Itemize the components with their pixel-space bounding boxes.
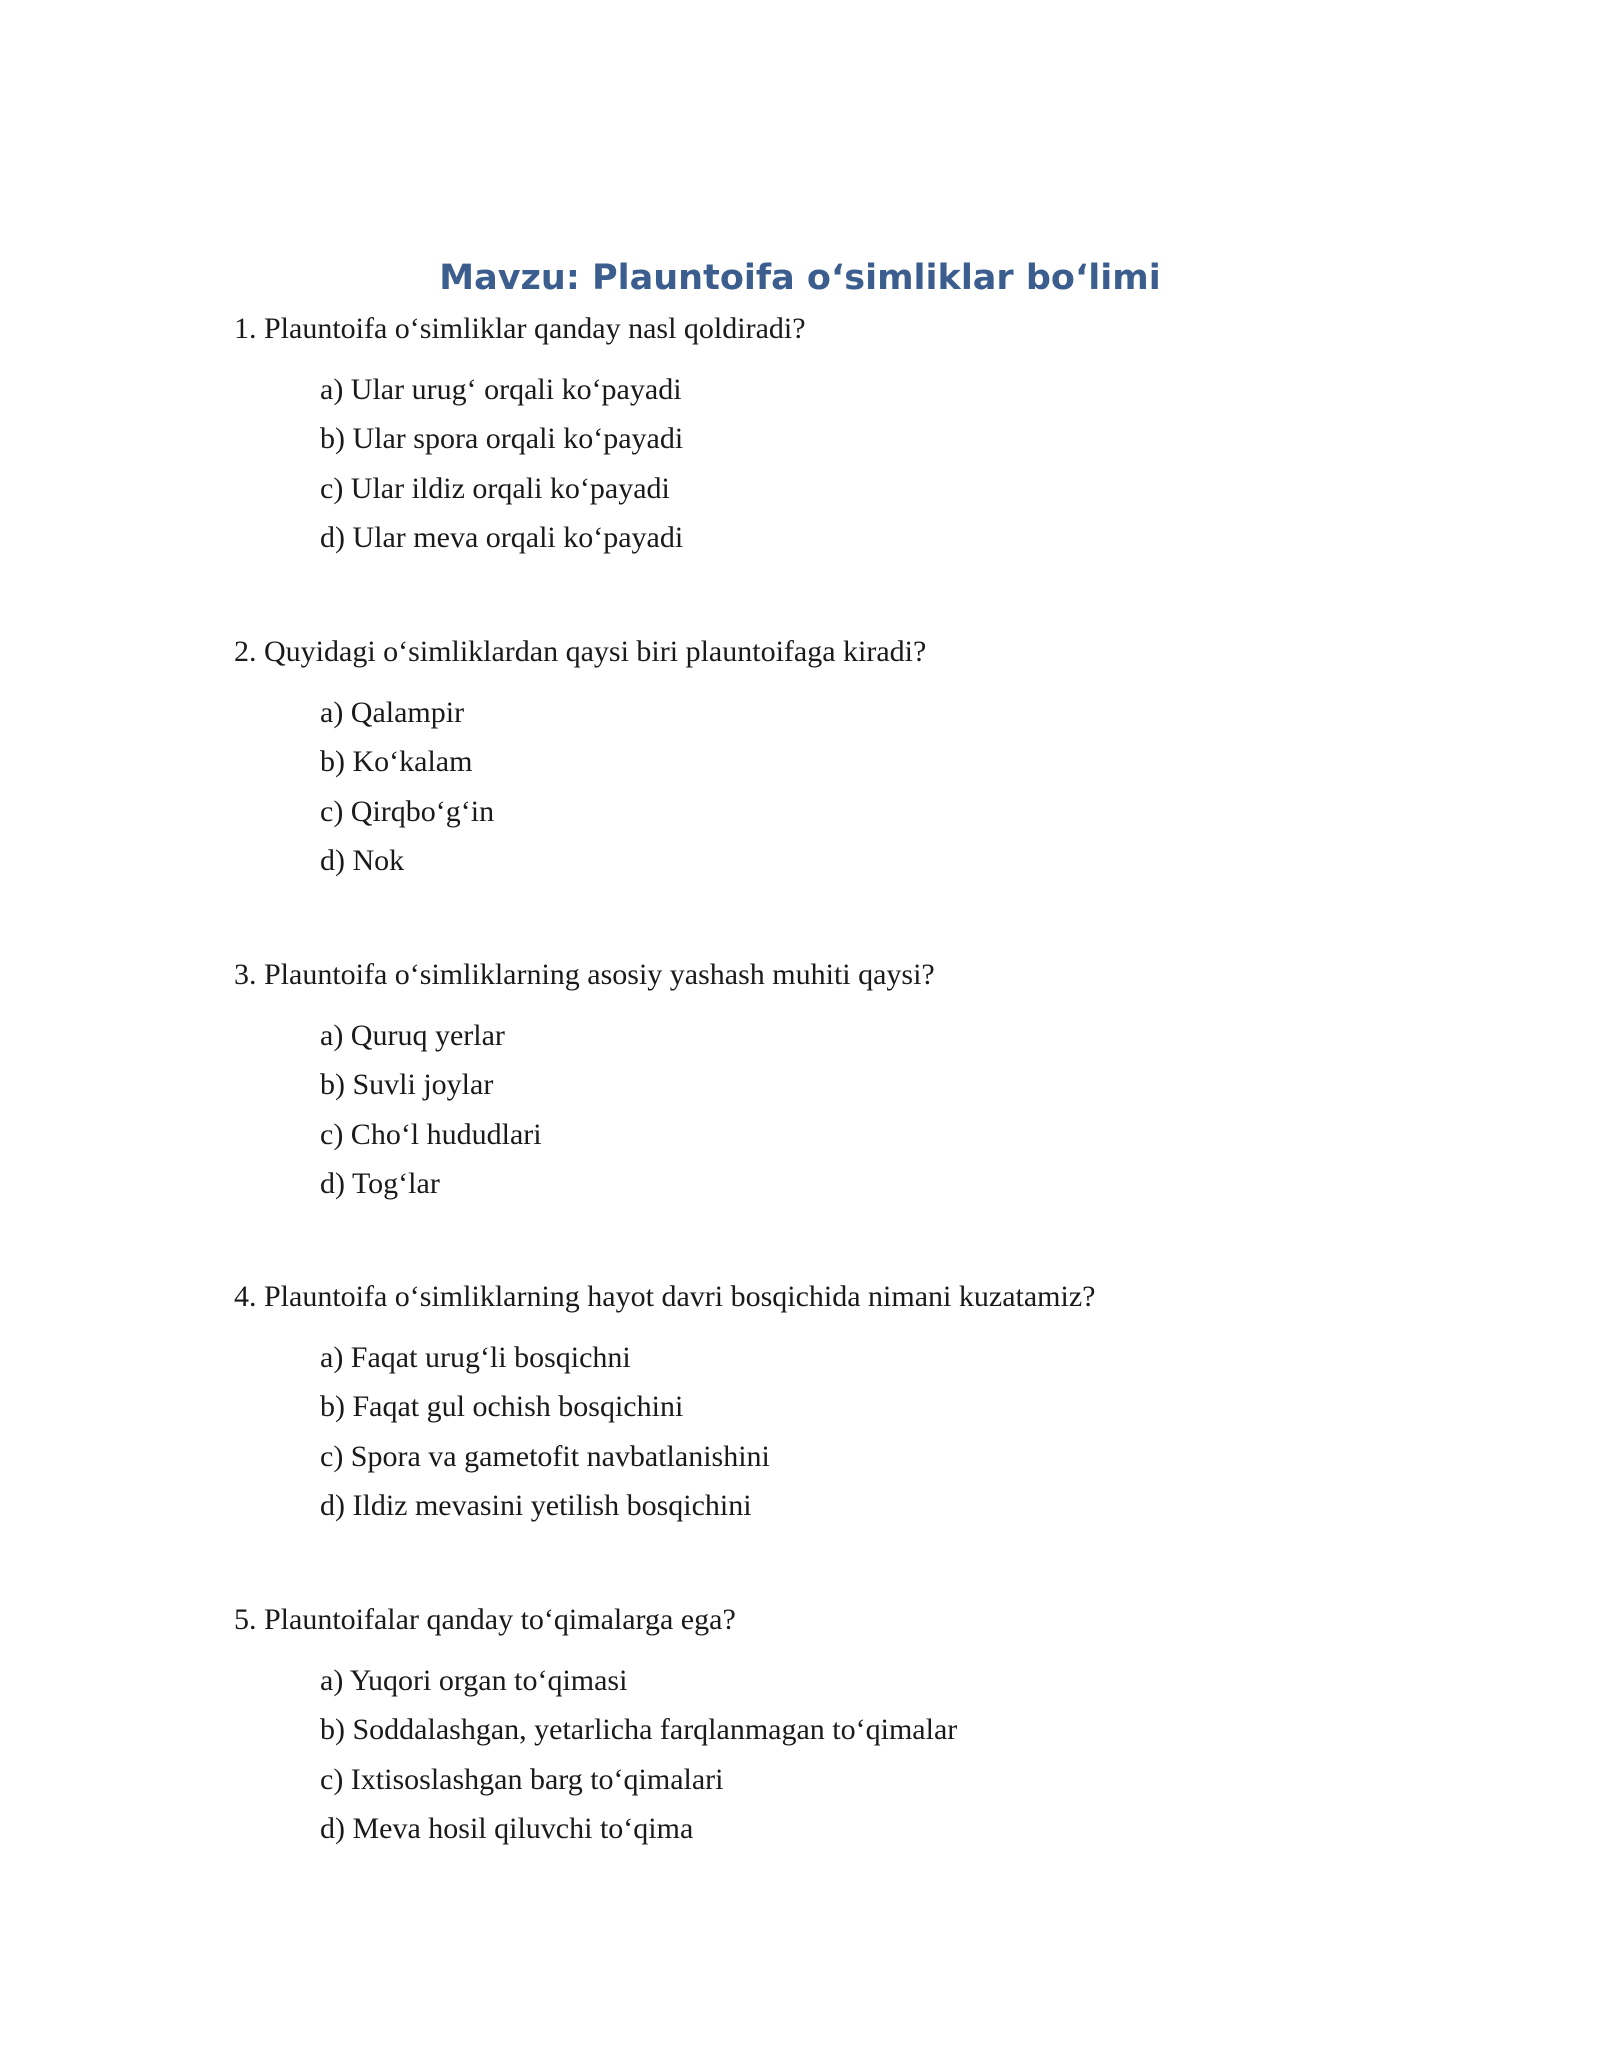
option-a: a) Ular urugʻ orqali koʻpayadi (320, 373, 682, 406)
question-text: 4. Plauntoifa oʻsimliklarning hayot davri bosqichida nimani kuzatamiz? (234, 1280, 1096, 1313)
option-a: a) Yuqori organ toʻqimasi (320, 1664, 628, 1697)
question-block-1 (234, 307, 1434, 563)
option-c: c) Spora va gametofit navbatlanishini (320, 1439, 770, 1473)
option-d: d) Meva hosil qiluvchi toʻqima (320, 1812, 694, 1846)
question-block-5 (234, 1598, 1434, 1854)
option-d: d) Ular meva orqali koʻpayadi (320, 521, 684, 555)
question-text: 3. Plauntoifa oʻsimliklarning asosiy yashash muhiti qaysi? (234, 958, 935, 991)
option-d: d) Togʻlar (320, 1167, 440, 1201)
question-block-4 (234, 1275, 1434, 1531)
option-c: c) Ular ildiz orqali koʻpayadi (320, 471, 670, 505)
question-block-3 (234, 953, 1434, 1209)
option-list (234, 688, 1434, 886)
option-a: a) Faqat urugʻli bosqichni (320, 1341, 631, 1374)
option-a: a) Quruq yerlar (320, 1019, 505, 1052)
option-list (234, 1333, 1434, 1531)
question-text: 2. Quyidagi oʻsimliklardan qaysi biri plauntoifaga kiradi? (234, 635, 927, 668)
question-block-2 (234, 630, 1434, 886)
option-b: b) Suvli joylar (320, 1068, 494, 1102)
option-d: d) Ildiz mevasini yetilish bosqichini (320, 1489, 752, 1523)
option-c: c) Choʻl hududlari (320, 1117, 542, 1151)
option-b: b) Soddalashgan, yetarlicha farqlanmagan toʻqimalar (320, 1713, 958, 1747)
option-c: c) Qirqboʻgʻin (320, 794, 495, 828)
option-a: a) Qalampir (320, 696, 465, 729)
question-text: 1. Plauntoifa oʻsimliklar qanday nasl qoldiradi? (234, 312, 806, 345)
option-d: d) Nok (320, 844, 405, 878)
document-title: Mavzu: Plauntoifa oʻsimliklar boʻlimi (439, 258, 1161, 298)
option-b: b) Koʻkalam (320, 745, 473, 779)
option-list (234, 365, 1434, 563)
option-list (234, 1011, 1434, 1209)
question-text: 5. Plauntoifalar qanday toʻqimalarga ega? (234, 1603, 736, 1636)
option-c: c) Ixtisoslashgan barg toʻqimalari (320, 1762, 724, 1796)
option-b: b) Ular spora orqali koʻpayadi (320, 422, 684, 456)
option-list (234, 1656, 1434, 1854)
option-b: b) Faqat gul ochish bosqichini (320, 1390, 684, 1424)
